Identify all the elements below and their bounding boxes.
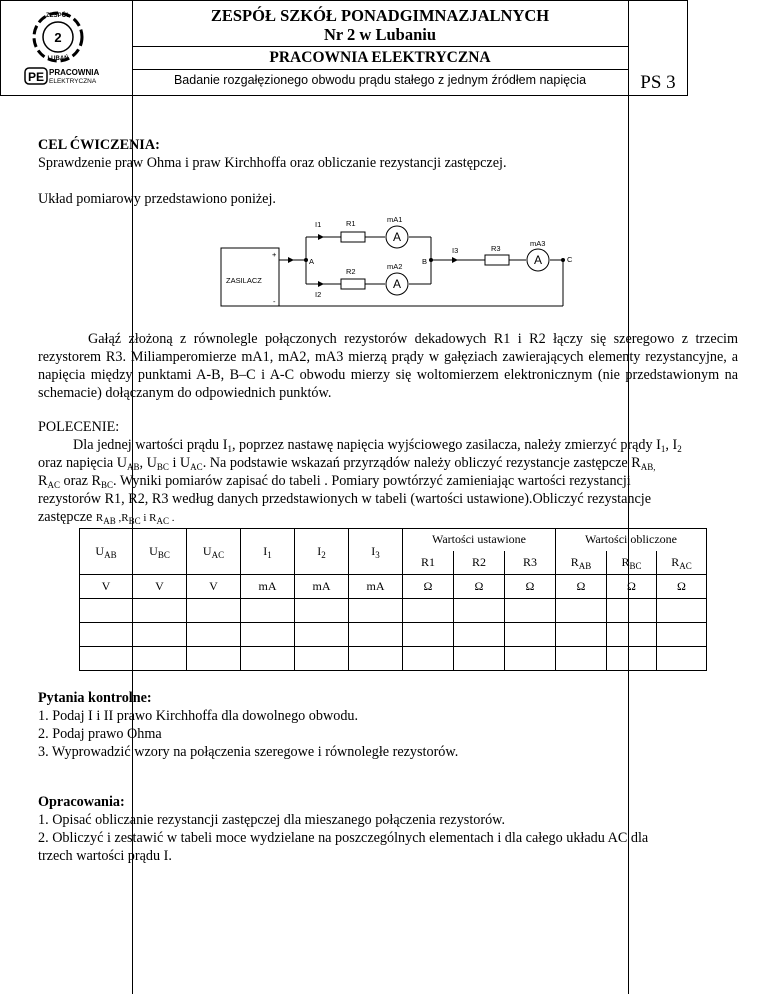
logo-top-text: ZESPÓŁ <box>45 13 71 19</box>
label-I3: I3 <box>452 246 459 255</box>
label-I2: I2 <box>315 290 322 299</box>
ammeter-1-symbol: A <box>392 230 402 244</box>
logo-number: 2 <box>54 30 62 45</box>
table-row <box>80 599 707 623</box>
school-location: Nr 2 w Lubaniu <box>323 25 437 44</box>
calc-values-header: Wartości obliczone <box>556 529 707 551</box>
goal-heading: CEL ĆWICZENIA: <box>38 137 160 153</box>
label-R1: R1 <box>346 219 356 228</box>
school-name: ZESPÓŁ SZKÓŁ PONADGIMNAZJALNYCH <box>210 6 550 25</box>
node-B: B <box>422 257 428 266</box>
label-mA2: mA2 <box>387 262 403 271</box>
exercise-code: PS 3 <box>640 72 676 93</box>
elaboration-heading: Opracowania: <box>38 794 125 810</box>
circuit-diagram <box>200 210 600 322</box>
question-2: 2. Podaj prawo Ohma <box>38 726 162 742</box>
logo-bottom-text: LUBAŃ <box>47 56 69 62</box>
table-row <box>80 647 707 671</box>
supply-label: ZASILACZ <box>226 276 262 285</box>
logo-pe: PE <box>27 70 45 84</box>
task-heading: POLECENIE: <box>38 419 120 435</box>
supply-plus: + <box>272 250 277 259</box>
label-R2: R2 <box>346 267 356 276</box>
node-A: A <box>309 257 315 266</box>
elaboration-item-1: 1. Opisać obliczanie rezystancji zastępczej dla mieszanego połączenia rezystorów. <box>38 812 506 828</box>
header-box <box>0 0 688 96</box>
setup-text: Układ pomiarowy przedstawiono poniżej. <box>38 191 276 207</box>
supply-minus: - <box>273 297 276 306</box>
task-text: Dla jednej wartości prądu $I_1$, poprzez nastawę napięcia wyjściowego zasilacza, należy zmierzyć prądy $I_1$, $I_2$ oraz napięcia $U_{AB}$, $U_{BC}$ i $U_{AC}$. Na podstawie wskazań przyrządów należy obliczyć rezystancje zastępcze $R_{AB,}$ $R_{AC}$ oraz $R_{BC}$. Wyniki pomiarów zapisać do tabeli . Pomiary powtórzyć zamieniając wartości rezystancji rezystorów R1, R2, R3 według danych przedstawionych w tabeli (wartości ustawione).Obliczyć rezystancje zastępcze $R_{AB}$ $,R_{BC}$ i $R_{AC}$ . <box>38 437 682 526</box>
logo-text-1: PRACOWNIA <box>49 68 100 77</box>
elaboration-item-2-cont: trzech wartości prądu I. <box>38 848 172 864</box>
label-I1: I1 <box>315 220 322 229</box>
set-values-header: Wartości ustawione <box>403 529 556 551</box>
question-1: 1. Podaj I i II prawo Kirchhoffa dla dowolnego obwodu. <box>38 708 359 724</box>
label-mA3: mA3 <box>530 239 546 248</box>
circuit-description: Gałąź złożoną z równolegle połączonych rezystorów dekadowych R1 i R2 łączy się szeregowo z trzecim rezystorem R3. Miliamperomierze mA1, mA2, mA3 mierzą prądy w gałęziach zawierających elementy rezystancyjne, a napięcia między punktami A-B, B–C i A-C obwodu mierzy się woltomierzem elektronicznym (nie przedstawionym na schemacie) dołączanym do odpowiednich punktów. <box>38 331 738 401</box>
table-row <box>80 623 707 647</box>
logo-text-2: ELEKTRYCZNA <box>49 78 97 85</box>
node-C: C <box>567 255 573 264</box>
units-row: V V V mA mA mA Ω Ω Ω Ω Ω Ω <box>80 575 707 599</box>
measurement-table: $U_{AB}$ $U_{BC}$ $U_{AC}$ $I_1$ $I_2$ $I_3$ Wartości ustawione Wartości obliczone R1 R2 R3 $R_{AB}$ $R_{BC}$ $R_{AC}$ V V V mA mA mA Ω Ω Ω Ω Ω Ω <box>79 528 707 671</box>
ammeter-2-symbol: A <box>392 277 402 291</box>
goal-text: Sprawdzenie praw Ohma i praw Kirchhoffa oraz obliczanie rezystancji zastępczej. <box>38 155 507 171</box>
label-mA1: mA1 <box>387 215 403 224</box>
questions-heading: Pytania kontrolne: <box>38 690 152 706</box>
exercise-title: Badanie rozgałęzionego obwodu prądu stałego z jednym źródłem napięcia <box>173 73 587 87</box>
lab-name: PRACOWNIA ELEKTRYCZNA <box>269 49 491 66</box>
label-R3: R3 <box>491 244 501 253</box>
elaboration-item-2: 2. Obliczyć i zestawić w tabeli moce wydzielane na poszczególnych elementach i dla całego układu AC dla <box>38 830 649 846</box>
question-3: 3. Wyprowadzić wzory na połączenia szeregowe i równoległe rezystorów. <box>38 744 459 760</box>
ammeter-3-symbol: A <box>533 253 543 267</box>
